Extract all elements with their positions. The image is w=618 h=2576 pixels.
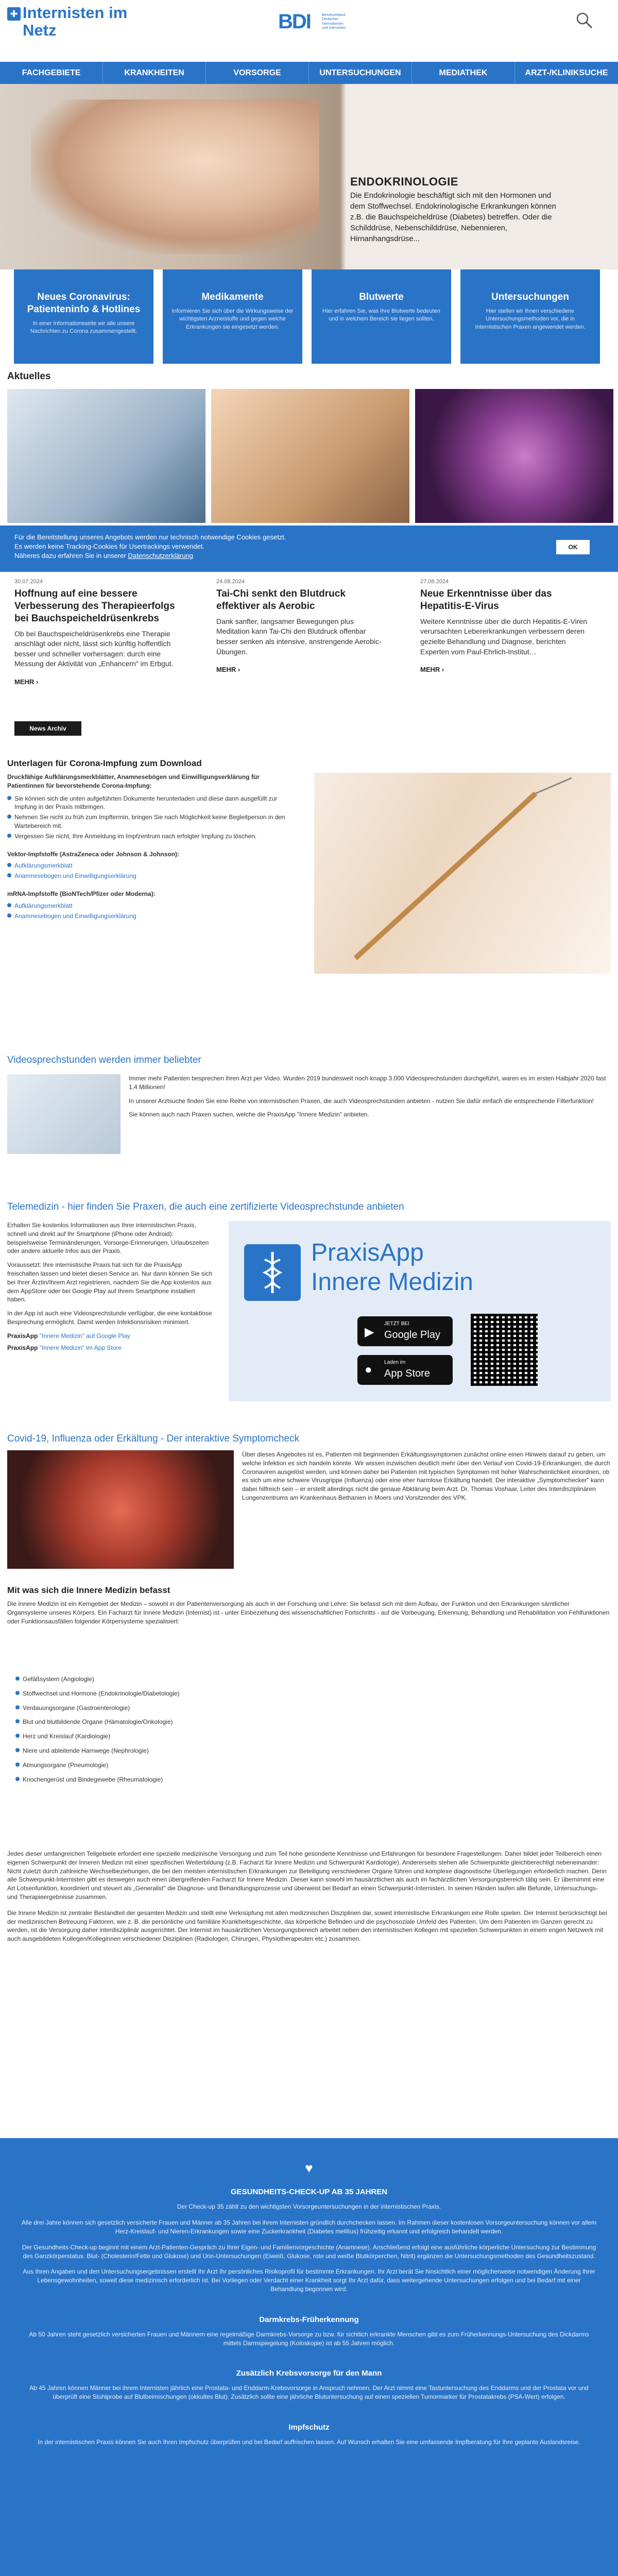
- more-label: MEHR: [420, 666, 440, 674]
- innere-p2: Die Innere Medizin ist zentraler Bestandteil der gesamten Medizin und stellt eine Verknüpfung mit allen medizinischen Disziplinen dar, soweit internistische Erkrankungen eine Rolle spielen. Der Internist berücksichtigt bei der medizinischen Betreuung Faktoren, wie z. B. die persönliche und familiäre Krankheitsgeschichte, das körperliche Befinden und die psychosoziale Umfeld des Patienten. Um dem Patienten im Ganzen gerecht zu werden, ist die Versorgung daher interdisziplinär ausgerichtet. Der Internist im hausärztlichen Versorgungsbereich arbeitet neben den internistischen Kollegen mit speziellen Schwerpunkten in einem engen Netzwerk mit auch ausgebildeten Kollegen/Kolleginnen verschiedener Disziplinen (Radiologen, Chirurgen, Physiotherapeuten etc.) zusammen.: [7, 1909, 607, 1943]
- list-item: Nehmen Sie nicht zu früh zum Impftermin, bringen Sie nach Möglichkeit keine Begleitperson in den Wartebereich mit.: [7, 813, 296, 831]
- bdi-logo[interactable]: [278, 10, 381, 33]
- google-play-badge[interactable]: [357, 1316, 453, 1346]
- news-item[interactable]: [14, 578, 187, 687]
- innere-list: [15, 1669, 304, 1789]
- app-store-link[interactable]: "Innere Medizin" im App Store: [39, 1344, 122, 1351]
- innere-heading: Mit was sich die Innere Medizin befasst: [7, 1585, 170, 1595]
- hero-banner[interactable]: [0, 84, 618, 269]
- hero-image: [31, 99, 319, 254]
- news-date: 27.08.2024: [420, 579, 449, 585]
- arrow-right-icon: ›: [36, 678, 39, 686]
- tile-desc: In einer Informationsseite wir alle unsere Nachrichten zu Corona zusammengestellt.: [30, 320, 138, 334]
- mrna-anamnese-link[interactable]: Anamnesebogen und Einwilligungserklärung: [14, 912, 136, 920]
- vektor-anamnese-link[interactable]: Anamnesebogen und Einwilligungserklärung: [14, 872, 136, 880]
- more-link[interactable]: [14, 677, 187, 687]
- list-item: Verdauungsorgane (Gastroenterologie): [15, 1704, 304, 1713]
- covid-check-heading: Covid-19, Influenza oder Erkältung - Der interaktive Symptomcheck: [7, 1433, 300, 1444]
- news-image-virus[interactable]: [415, 389, 613, 523]
- vektor-merkblatt-link[interactable]: Aufklärungsmerkblatt: [14, 862, 73, 870]
- syringe-icon: [314, 773, 611, 974]
- impf-text: In der internistischen Praxis können Sie auch Ihren Impfschutz überprüfen und bei Bedarf auffrischen lassen. Auf Wunsch erhalten Sie eine umfassende Impfberatung für Ihre geplante Auslandsreise.: [38, 2438, 580, 2446]
- arrow-right-icon: ›: [237, 666, 241, 674]
- telemed-p1: Erhalten Sie kostenlos Informationen aus Ihrer internistischen Praxis, schnell und direkt auf Ihr Smartphone (iPhone oder Android): beispielsweise Terminänderungen, Vorsorge-Erinnerungen, Urlaubszeiten oder andere aktuelle Infos aus der Praxis.: [7, 1222, 209, 1255]
- tile-desc: Hier erfahren Sie, was Ihre Blutwerte bedeuten und in welchem Bereich sie liegen sollten.: [322, 308, 440, 323]
- list-item: Blut und blutbildende Organe (Hämatologie/Onkologie): [15, 1718, 304, 1726]
- more-label: MEHR: [14, 678, 35, 686]
- covid-check-text: Über dieses Angebotes ist es, Patienten mit beginnenden Erkältungssymptomen zunächst online einen Hinweis darauf zu geben, um welche Infektion es sich handeln könnte. Wir wissen inzwischen deutlich mehr über den Verlauf von Covid-19-Erkrankungen, die durch Coronaviren ausgelöst werden, und können daher bei Patienten mit typischen Symptomen mit hoher Wahrscheinlichkeit einordnen, ob es sich um eine schwere Virusgrippe (Influenza) oder eine eher harmlose Erkältung handelt. Der interaktive „Symptomchecker" kann dabei hilfreich sein – er erstellt allerdings nicht die genaue Abklärung beim Arzt. Dr. Thomas Voshaar, Leiter des Interdisziplinären Lungenzentrums am Krankenhaus Bethanien in Moers und Vorsitzender des VPK.: [242, 1451, 610, 1501]
- praxisapp-label: PraxisApp: [7, 1344, 38, 1351]
- innere-body: [7, 1600, 610, 1633]
- corona-heading: Unterlagen für Corona-Impfung zum Download: [7, 758, 202, 768]
- darm-title: Darmkrebs-Früherkennung: [259, 2315, 359, 2324]
- news-title[interactable]: Hoffnung auf eine bessere Verbesserung des Therapieerfolgs bei Bauchspeicheldrüsenkrebs: [14, 588, 175, 624]
- innere-intro: Die Innere Medizin ist ein Kerngebiet der Medizin – sowohl in der Patientenversorgung als auch in der Forschung und Lehre: Sie befasst sich mit dem Aufbau, der Funktion und den Erkrankungen sämtlicher Organsysteme unseres Körpers. Ein Facharzt für Innere Medizin (Internist) ist - unter Einbeziehung des wissenschaftlichen Fortschritts - auf die Vorbeugung, Erkennung, Behandlung und Rehabilitation von Fehlfunktionen oder Funktionsausfällen folgender Körpersysteme spezialisiert:: [7, 1600, 610, 1625]
- mann-title: Zusätzlich Krebsvorsorge für den Mann: [236, 2369, 382, 2378]
- virus-image: [7, 1450, 234, 1569]
- app-store-badge[interactable]: [357, 1355, 453, 1385]
- news-item[interactable]: [420, 578, 593, 674]
- corona-intro: Druckfähige Aufklärungsmerkblätter, Anamnesebögen und Einwilligungserklärung für Patientinnen für bevorstehende Corona-Impfung:: [7, 773, 260, 789]
- gp-big: Google Play: [384, 1329, 440, 1341]
- list-item: Niere und ableitende Harnwege (Nephrologie): [15, 1747, 304, 1755]
- search-icon[interactable]: [574, 10, 595, 31]
- checkup-section: [0, 2138, 618, 2576]
- checkup-p3: Der Gesundheits-Check-up beginnt mit einem Arzt-Patienten-Gespräch zu Ihrer Eigen- und Familienvorgeschichte (Anamnese). Anschließend erfolgt eine ausführliche körperliche Untersuchung zur Bestimmung des Ganzkörperstatus. Blut- (Cholesterin/Fette und Glukose) und Urin-Untersuchungen (Eiweiß, Glukose, rote und weiße Blutkörperchen, Nitrit) ergänzen die Untersuchungsmethoden des Gesundheitszustand.: [22, 2243, 596, 2260]
- vaccine-image: [314, 773, 611, 974]
- hero-title: ENDOKRINOLOGIE: [350, 175, 458, 188]
- cookie-text: [14, 533, 478, 561]
- logo-mark-icon[interactable]: ✚: [7, 7, 21, 21]
- checkup-p1: Der Check-up 35 zählt zu den wichtigsten Vorsorgeuntersuchungen in der internistischen Praxis.: [177, 2203, 441, 2211]
- news-date: 24.08.2024: [216, 579, 245, 585]
- tile-medikamente[interactable]: [163, 269, 302, 364]
- cookie-banner: [0, 526, 618, 572]
- more-link[interactable]: [216, 665, 389, 674]
- news-archive-button[interactable]: News Archiv: [14, 721, 81, 736]
- main-nav: [0, 62, 618, 84]
- tile-title: Untersuchungen: [491, 292, 569, 302]
- mrna-heading: mRNA-Impfstoffe (BioNTech/Pfizer oder Moderna):: [7, 890, 156, 897]
- checkup-p2: Alle drei Jahre können sich gesetzlich versicherte Frauen und Männer ab 35 Jahren bei ihrem Internisten gründlich durchchecken lassen. Im Rahmen dieser kostenlosen Vorsorgeuntersuchung können vor allem Herz-Kreislauf- und Nieren-Erkrankungen sowie eine Zuckerkrankheit (Diabetes mellitus) frühzeitig erkannt und erfolgreich behandelt werden.: [22, 2219, 596, 2235]
- cookie-line-2: Es werden keine Tracking-Cookies für Usertrackings verwendet.: [14, 543, 205, 551]
- checkup-p4: Aus Ihren Angaben und den Untersuchungsergebnissen erstellt Ihr Arzt Ihr persönliches Risikoprofil für bestimmte Erkrankungen. Ihr Arzt berät Sie hinsichtlich einer möglicherweise notwendigen Änderung Ihrer Lebensgewohnheiten, soweit diese medizinisch erforderlich ist. Bei Vorliegen oder Verdacht einer Krankheit sorgt Ihr Arzt dafür, dass weitergehende Untersuchungen erfolgen und bei Bedarf mit einer Behandlung begonnen wird.: [23, 2268, 595, 2293]
- site-logo[interactable]: Internisten im Netz: [23, 4, 128, 40]
- news-desc: Ob bei Bauchspeicheldrüsenkrebs eine Therapie anschlägt oder nicht, lässt sich künftig hoffentlich besser und schneller vorhersagen: durch eine Messung der Aktivität von „Enhancern" im Erbgut.: [14, 629, 174, 668]
- tile-untersuchungen[interactable]: [460, 269, 600, 364]
- video-body: [129, 1074, 608, 1119]
- innere-paragraphs: [7, 1850, 610, 1943]
- news-item[interactable]: [216, 578, 389, 674]
- aktuelles-heading: Aktuelles: [7, 371, 51, 382]
- caduceus-icon: [244, 1244, 301, 1301]
- arrow-right-icon: ›: [441, 666, 444, 674]
- tile-title: Medikamente: [201, 292, 264, 302]
- hero-description: Die Endokrinologie beschäftigt sich mit den Hormonen und dem Stoffwechsel. Endokrinologische Erkrankungen können z.B. die Bauchspeicheldrüse (Diabetes) betreffen. Oder die Schilddrüse, Nebenschilddrüse, Nebennieren, Hirnanhangsdrüse...: [350, 191, 556, 243]
- tile-desc: Informieren Sie sich über die Wirkungsweise der wichtigsten Arzneistoffe und gegen welche Erkrankungen sie eingesetzt werden.: [171, 308, 294, 330]
- site-header: [0, 0, 618, 42]
- play-icon: ▶: [365, 1325, 374, 1339]
- telemed-p3: In der App ist auch eine Videosprechstunde verfügbar, die eine kontaktlose Besprechung ermöglicht. Damit werden Infektionsrisiken minimiert.: [7, 1310, 212, 1326]
- as-big: App Store: [384, 1368, 430, 1379]
- nav-vorsorge[interactable]: VORSORGE: [206, 62, 309, 84]
- hero-text: [350, 174, 556, 244]
- qr-code-google-icon[interactable]: [471, 1314, 538, 1386]
- praxisapp-subtitle: Innere Medizin: [311, 1268, 473, 1296]
- news-desc: Weitere Kenntnisse über die durch Hepatitis-E-Viren verursachten Lebererkrankungen verbessern deren gezielte Behandlung und Diagnose, berichten Experten vom Paul-Ehrlich-Institut…: [420, 617, 587, 656]
- video-image: [7, 1074, 121, 1154]
- corona-body: [7, 773, 296, 922]
- apple-icon: ●: [365, 1363, 372, 1377]
- news-desc: Dank sanfter, langsamer Bewegungen plus Meditation kann Tai-Chi den Blutdruck offenbar besser senken als intensive, anstrengende Aerobic-Übungen.: [216, 617, 382, 656]
- tile-title: Blutwerte: [359, 292, 404, 302]
- list-item: Sie können sich die unten aufgeführten Dokumente herunterladen und diese dann ausgefüllt zur Impfung in der Praxis mitbringen.: [7, 794, 296, 812]
- darm-text: Ab 50 Jahren steht gesetzlich versicherten Frauen und Männern eine regelmäßige Darmkrebs-Vorsorge zu bzw. für sichtlich erkrankte Menschen gibt es zum Früherkennungs-Untersuchung des Dickdarms mittels Darmspiegelung (Koloskopie) ist ab 55 Jahren möglich.: [29, 2330, 589, 2347]
- telemed-heading: Telemedizin - hier finden Sie Praxen, die auch eine zertifizierte Videosprechstunde anbieten: [7, 1201, 404, 1212]
- list-item: Knochengerüst und Bindegewebe (Rheumatologie): [15, 1775, 304, 1784]
- nav-untersuchungen[interactable]: UNTERSUCHUNGEN: [309, 62, 412, 84]
- news-image-taichi[interactable]: [211, 389, 409, 523]
- heart-icon: ♥: [305, 2160, 313, 2176]
- list-item: Atmungsorgane (Pneumologie): [15, 1761, 304, 1770]
- tile-blutwerte[interactable]: [312, 269, 451, 364]
- impf-title: Impfschutz: [288, 2422, 330, 2432]
- tile-corona[interactable]: [14, 269, 153, 364]
- cookie-ok-button[interactable]: OK: [556, 540, 590, 554]
- list-item: Herz und Kreislauf (Kardiologie): [15, 1732, 304, 1741]
- cookie-line-3: Näheres dazu erfahren Sie in unserer: [14, 552, 126, 560]
- innere-p1: Jedes dieser umfangreichen Teilgebiete erfordert eine spezielle medizinische Versorgung und zum Teil hohe gesonderte Kenntnisse und Erfahrungen für besondere Fragestellungen. Daher bildet jeder Teilbereich einen eigenen Schwerpunkt der Inneren Medizin mit einer spezifischen Weiterbildung (z.B. Facharzt für Innere Medizin und Schwerpunkt Kardiologie). Andererseits stehen alle Schwerpunkte gleichberechtigt nebeneinander: Nicht zuletzt durch zahlreiche Wechselbeziehungen, die bei den meisten internistischen Erkrankungen zur Beteiligung verschiedener Organe führen und komplexe diagnostische Überlegungen erforderlich machen. Denn alle Schwerpunkt-Internisten gibt es deswegen auch einen übergreifenden Facharzt für Innere Medizin. Dieser kann sowohl im hausärztlichen als auch im fachärztlichen Versorgungsbereich tätig sein. Er übernimmt eine Art Lotsenfunktion, koordiniert und steuert als „Generalist" die Diagnose- und Behandlungsprozesse und überweist bei Bedarf an einen Schwerpunkt-Internisten. In seinen Händen laufen alle Befunde, Untersuchungs- und Therapieergebnisse zusammen.: [7, 1850, 607, 1901]
- news-title[interactable]: Neue Erkenntnisse über das Hepatitis-E-Virus: [420, 588, 552, 612]
- praxisapp-label: PraxisApp: [7, 1332, 38, 1340]
- nav-krankheiten[interactable]: KRANKHEITEN: [103, 62, 206, 84]
- cookie-line-1: Für die Bereitstellung unseres Angebots werden nur technisch notwendige Cookies gesetzt.: [14, 533, 286, 541]
- tile-desc: Hier stellen wir Ihnen verschiedene Untersuchungsmethoden vor, die in Internistischen Praxen angewendet werden.: [475, 308, 586, 330]
- tile-title: Neues Coronavirus: Patienteninfo & Hotlines: [27, 292, 141, 315]
- google-play-link[interactable]: "Innere Medizin" auf Google Play: [39, 1332, 130, 1340]
- news-date: 30.07.2024: [14, 579, 43, 585]
- video-p2: In unserer Arztsuche finden Sie eine Reihe von internistischen Praxen, die auch Videosprechstunden anbieten - nutzen Sie dafür einfach die entsprechende Filterfunktion!: [129, 1097, 594, 1105]
- nav-mediathek[interactable]: MEDIATHEK: [412, 62, 515, 84]
- checkup-title: GESUNDHEITS-CHECK-UP AB 35 JAHREN: [230, 2188, 388, 2197]
- list-item: Stoffwechsel und Hormone (Endokrinologie/Diabetologie): [15, 1689, 304, 1698]
- praxisapp-title: PraxisApp: [311, 1239, 424, 1266]
- video-heading: Videosprechstunden werden immer beliebter: [7, 1055, 201, 1065]
- bdi-logo-subtitle: Berufsverband Deutscher Internistinnen und Internisten: [322, 13, 346, 30]
- mann-text: Ab 45 Jahren können Männer bei ihrem Internisten jährlich eine Prostata- und Enddarm-Krebsvorsorge in Anspruch nehmen. Der Arzt nimmt eine Tastuntersuchung des Enddarms und der Prostata vor und überprüft eine Stuhlprobe auf Blutbeimischungen (okkultes Blut). Zusätzlich sollte eine jährliche Blutuntersuchung auf einen speziellen Tumormarker für Prostatakrebs (PSA-Wert) erfolgen.: [29, 2384, 589, 2401]
- as-small: Laden im: [384, 1360, 406, 1365]
- praxisapp-banner[interactable]: [229, 1221, 611, 1401]
- gp-small: JETZT BEI: [384, 1321, 409, 1327]
- list-item: Vergessen Sie nicht, Ihre Anmeldung im Impfzentrum nach erfolgter Impfung zu löschen.: [7, 832, 296, 841]
- more-label: MEHR: [216, 666, 236, 674]
- telemed-p2: Voraussetzt: Ihre internistische Praxis hat sich für die PraxisApp freischalten lassen und bietet diesen Service an. Nur dann können Sie sich bei Ihrer Ärztin/Ihrem Arzt registrieren, nachdem Sie die App kostenlos aus dem AppStore oder bei Google Play auf Ihrem Smartphone installiert haben.: [7, 1261, 213, 1303]
- privacy-link[interactable]: Datenschutzerklärung: [128, 552, 193, 560]
- nav-arzt-kliniksuche[interactable]: ARZT-/KLINIKSUCHE: [525, 69, 608, 77]
- video-p1: Immer mehr Patienten besprechen ihren Arzt per Video. Wurden 2019 bundesweit noch knapp 3.000 Videosprechstunden durchgeführt, waren es im ersten Halbjahr 2020 fast 1,4 Millionen!: [129, 1075, 606, 1091]
- list-item: Gefäßsystem (Angiologie): [15, 1675, 304, 1684]
- corona-list: [7, 794, 296, 841]
- bdi-logo-mark: BDI: [278, 10, 311, 33]
- vektor-heading: Vektor-Impfstoffe (AstraZeneca oder Johnson & Johnson):: [7, 850, 180, 858]
- telemed-body: [7, 1221, 213, 1352]
- news-image-dna[interactable]: [7, 389, 205, 523]
- more-link[interactable]: [420, 665, 593, 674]
- mrna-merkblatt-link[interactable]: Aufklärungsmerkblatt: [14, 902, 73, 909]
- news-title[interactable]: Tai-Chi senkt den Blutdruck effektiver als Aerobic: [216, 588, 346, 612]
- video-p3: Sie können auch nach Praxen suchen, welche die PraxisApp "Innere Medizin" anbieten.: [129, 1111, 369, 1118]
- nav-fachgebiete[interactable]: FACHGEBIETE: [0, 62, 103, 84]
